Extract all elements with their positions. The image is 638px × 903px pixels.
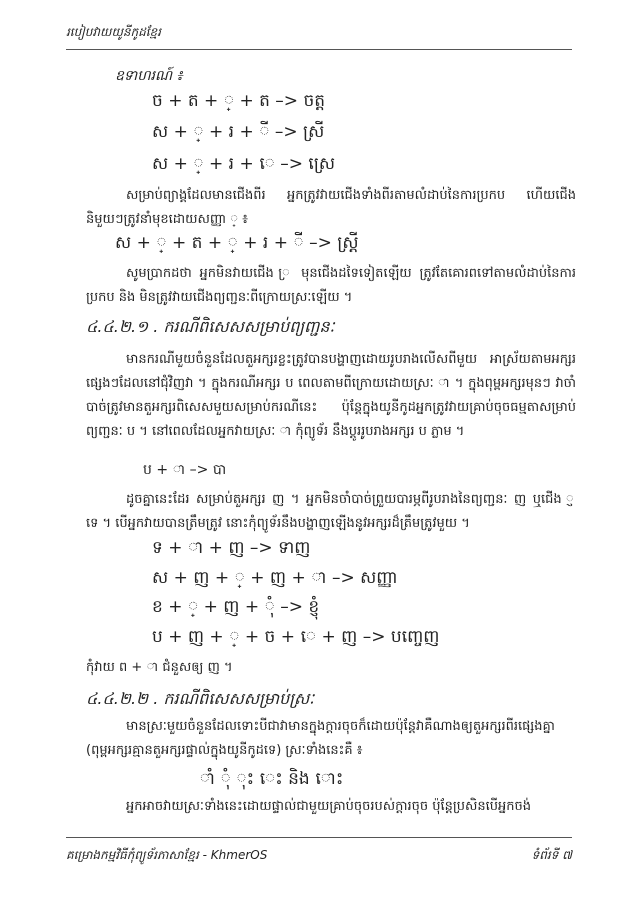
paragraph-special-consonants: មានករណីមួយចំនួនដែលតួអក្សរខ្លះត្រូវបានបង្ហាញដោយរូបរាងលើសពីមួយ អាស្រ័យតាមអក្សរផ្សេងៗដែលនៅជុំវិញវា ។ ក្នុងករណីអក្សរ ប ពេលតាមពីក្រោយដោយស្រៈ ា ។ ក្នុងពុម្ពអក្សរមុនៗ វាចាំបាច់ត្រូវមានតួអក្សរពិសេសមួយសម្រាប់ករណីនេះ ប៉ុន្តែក្នុងយូនីកូដអ្នកត្រូវវាយគ្រាប់ចុចធម្មតាសម្រាប់ព្យញ្ជនៈ ប ។ នៅពេលដែលអ្នកវាយស្រៈ ា កុំព្យូទ័រ នឹងប្តូររូបរាងអក្សរ ប ភ្លាម ។ xyxy=(86,352,576,439)
example-line: ខ + ្ + ញ + ុំ –> ខ្ញុំ xyxy=(152,597,320,617)
formula-ba: ប + ា –> បា xyxy=(143,462,227,478)
page-number: ទំព័រទី ៧ xyxy=(531,848,572,862)
header-divider xyxy=(66,49,572,50)
paragraph-nho: ដូចគ្នានេះដែរ សម្រាប់តួអក្សរ ញ ។ អ្នកមិនចាំបាច់ព្រួយបារម្ភពីរូបរាងនៃព្យញ្ជនៈ ញ ឬជើង ្ញ ទេ ។ បើអ្នកវាយបានត្រឹមត្រូវ នោះកុំព្យូទ័រនឹងបង្ហាញឡើងនូវអក្សរដ៏ត្រឹមត្រូវមួយ ។ xyxy=(86,492,576,531)
example-line: ស + ្ + រ + ី –> ស្រី xyxy=(152,122,325,142)
example-line: ច + ត + ្ + ត –> ចត្ត xyxy=(152,91,326,111)
note-line: កុំវាយ ព + ា ជំនួសឲ្យ ញ ។ xyxy=(86,660,233,675)
paragraph-two-subscripts: សម្រាប់ព្យាង្គដែលមានជើងពីរ អ្នកត្រូវវាយជើងទាំងពីរតាមលំដាប់នៃការប្រកប ហើយជើងនិមួយៗត្រូវនាំមុខដោយសញ្ញា ្ ៖ xyxy=(86,188,576,227)
example-line: ប + ញ + ្ + ច + េ + ញ –> បញ្ចេញ xyxy=(152,627,440,647)
page-header: របៀបវាយយូនីកូដខ្មែរ xyxy=(66,25,161,39)
section-title-vowels: ៤.៤.២.២ . ករណីពិសេសសម្រាប់ស្រៈ xyxy=(86,689,315,708)
paragraph-special-vowels: មានស្រៈមួយចំនួនដែលទោះបីជាវាមានក្នុងក្តារចុចក៏ដោយប៉ុន្តែវាគឺណាងឲ្យតួអក្សរពីរផ្សេងគ្នា (ពុម្ពអក្សរគ្មានតួអក្សរផ្ទាល់ក្នុងយូនីកូដទេ) ស្រៈទាំងនេះគឺ ៖ xyxy=(86,719,555,758)
vowel-list: ាំ ុំ ុះ េះ និង ោះ xyxy=(200,769,344,789)
footer-project: គម្រោងកម្មវិធីកុំព្យូទ័រភាសាខ្មែរ - KhmerOS xyxy=(66,848,268,862)
example-line: ស + ្ + រ + េ –> ស្រេ xyxy=(152,154,336,174)
formula-stri: ស + ្ + ត + ្ + រ + ី –> ស្ត្រី xyxy=(115,233,359,253)
paragraph-order-note: សូមប្រាកដថា អ្នកមិនវាយជើង ្រ មុនជើងដទៃទៀតឡើយ ត្រូវតែគោរពទៅតាមលំដាប់នៃការប្រកប និង មិនត្រូវវាយជើងព្យញ្ជនៈពីក្រោយស្រៈឡើយ ។ xyxy=(86,266,576,305)
footer-divider xyxy=(66,837,572,838)
example-line: ស + ញ + ្ + ញ + ា –> សញ្ញា xyxy=(152,568,398,588)
section-title-consonants: ៤.៤.២.១ . ករណីពិសេសសម្រាប់ព្យញ្ជនៈ xyxy=(86,317,335,336)
example-line: ទ + ា + ញ –> ទាញ xyxy=(152,538,311,558)
paragraph-vowel-typing: អ្នកអាចវាយស្រៈទាំងនេះដោយផ្ទាល់ជាមួយគ្រាប់ចុចរបស់ក្តារចុច ប៉ុន្តែប្រសិនបើអ្នកចង់ xyxy=(126,799,532,814)
example-label: ឧទាហរណ៍ ៖ xyxy=(115,68,183,84)
